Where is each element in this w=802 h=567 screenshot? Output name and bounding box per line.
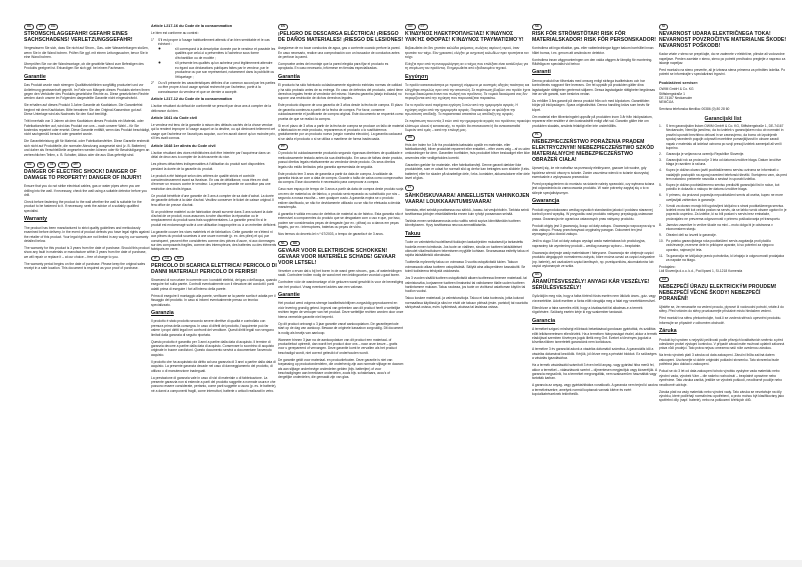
paragraph: Check before fastening the product to the wall whether the wall is suitable for the product to be fastened to it. If necessary, seek the advice of a suitably qualified specialist. [24,200,142,213]
paragraph: Před montáží na stěnu překontrolujte, hodí-li se zvolená stěna k upevnění produktu. Informujte se případně v odborném obchodě. [659,316,782,325]
paragraph: Du erhåller 3 års garanti på denna produkt från och med köpdatum. Garantitiden börjar på inköpsdagen. Spara originalkvittot. Denna handling krävs som bevis för köpet. [532,99,650,112]
guarantee-list [659,124,787,262]
country-badge: AT [36,24,46,30]
paragraph: Controleer vóór de wandmontage of de gekozen wand geschikt is voor de bevestiging van het product. Vraag eventueel advies aan een vakman. [278,280,404,289]
paragraph: Das Produkt wurde nach strengen Qualitätsrichtlinien sorgfältig produziert und vor Anlieferung gewissenhaft geprüft. Im Falle von Mängeln dieses Produkts stehen Ihnen gegen den Verkäufer des Produkts gesetzliche Rechte zu. Diese gesetzlichen Rechte werden durch unsere im Folgenden dargestellte Garantie nicht eingeschränkt. [24,83,150,101]
list-item: 2° Ou s'il présente les caractéristiques définies d'un commun accord par les parties ou être propre à tout usage spécial recherché par l'acheteur, porté à la connaissance du vendeur et que ce dernier a accepté. [151,81,276,94]
list-item: 4. Kupec je dolžan okvaro javiti pooblaščenemu servisu oziroma se informirati o nadaljnjih postopkih na zgoraj navedeni telefonski številki. Svetujemo vam, da pred tem natančno preberete navodila o sestavi in uporabi izdelka. [659,168,787,182]
paragraph: Ce produit bénéficie d'une garantie de 3 ans à compter de sa date d'achat. La durée de garantie débute à la date d'achat. Veuillez conserver le ticket de caisse original. Il fera office de preuve d'achat. [151,193,275,207]
warning-title: ¡PELIGRO DE DESCARGA ELÉCTRICA! ¡RIESGO DE DAÑOS MATERIALES! ¡RIESGO DE LESIONES! [278,31,404,44]
paragraph: The product has been manufactured to strict quality guidelines and meticulously examined before delivery. In the event of product defects you have legal rights against the retailer of this product. Your legal rights are not limited in any way by our warranty detailed below. [24,225,150,243]
list-item: 1° S'il est propre à l'usage habituellement attendu d'un bien semblable et le cas échéant : ◦ s'il correspond à la description donnée par le vendeur et possède les qualités que celui-ci a présentées à l'acheteur sous forme d'échantillon ou de modèle ; ◦ s'il présente les qualités qu'un acheteur peut légitimement attendre eu égard aux déclarations publiques faites par le vendeur, par le producteur ou par son représentant, notamment dans la publicité ou l'étiquetage ; [151,38,277,79]
country-badges [532,132,658,138]
paragraph: Jos 3 vuoden sisällä tuotteen ostopäivästä alkaen tuotteessa ilmenee materiaali- tai valmistusvika, korjaamme tuotteen ilmaiseksi tai vaihdamme tilalle uuden tuotteen harkintamme mukaan. Takuu raukeaa, jos tuote on vioittunut asiattoman käytön tai huollon vuoksi. [405,276,527,294]
paragraph: Garantien gælder for materiale- eller fabrikationsfejl. Denne garanti dækker ikke produktdele, som er udsat for normalt slid og derfor kan betragtes som sliddele (f.eks. batterier) eller for skader på skrøbelige dele, f.eks. kontakter, akkumulatorer eller dele lavet af glas. [405,162,530,180]
country-badge: PL [532,132,542,138]
column-5 [532,24,658,399]
country-badge: ES [278,24,288,30]
paragraph: Este produto tem 3 anos de garantia a partir da data de compra. A validade da garantia inicia-se com a data de compra. Guarde o talão de caixa como comprovativo da compra. Esse documento é necessário para comprovar a compra. [278,171,403,185]
paragraph: Ha a termék vásárlásától számított 3 éven belül anyag- vagy gyártási hiba merül fel, akkor a terméket – választásunk szerint – díjmentesen megjavítjuk vagy kicseréljük. A garancia megszűnik, ha a terméket megrongálták, nem szakszerűen használták vagy tartották karban. [532,363,657,381]
paragraph: Il prodotto è stato prodotto secondo severe direttive di qualità e controllato con premura prima della consegna. In caso di difetti del prodotto, l'acquirente può far valere i propri diritti legali nei confronti del venditore. Questi diritti legali non vengono limitati dalla garanzia di seguito riportata. [151,319,274,337]
country-badges [405,185,531,191]
paragraph: Denna produkt har tillverkats med omsorg enligt stränga kvalitetskrav och har kontrollerats noggrant före leverans. Om fel uppstår på produkten gäller dina lagstadgade rättigheter gentemot säljaren. Dessa lagstadgade rättigheter begränsas inte av vår garanti, som beskrivs nedan. [532,78,655,97]
country-badges [278,241,404,247]
paragraph: Vergewissern Sie sich, dass Sie nicht auf Strom-, Gas- oder Wasserleitungen stoßen, wenn Sie in die Wand bohren. Prüfen Sie ggf. mit einem Leitungssucher, bevor Sie in eine Wand bohren. [24,46,149,59]
section-title: Takuu [405,230,421,237]
list-item: 7. Vzroki za okvaro morajo biti ugotovljeni izključno s strani pooblaščenega servisa. Izdelek mora biti kot celota poslan na servis, da se lahko vzrok okvare ugotovi in je popravilo uspešno. Za izdelke, ki so bili poslani v servis brez embalaže, proizvajalec ne prevzema odgovornosti v primeru poškodovanja pri transportu. [659,203,787,221]
seller-text: Lidl Slovenija d.o.o. k.d., Pod lipami 1, SI-1218 Komenda [659,269,743,274]
country-badge: NI [47,162,56,168]
paragraph: Ensure that you do not strike electrical cables, gas or water pipes when you are drilling into the wall. If necessary, check the wall using a suitable detector before you drill. [24,184,147,197]
paragraph: Le bien est conforme au contrat : [151,31,200,35]
section-title: Garanti [532,69,551,76]
list-item: 9. Obrabni deli so izvzeti iz garancije. [659,233,717,237]
paragraph: Hvis der inden for 3 år fra produktets købsdato opstår en materiale- eller fabrikationsfejl, bliver produktet repareret eller erstattet – efter vores valg – af os uden omkostninger for dem. Garantien bortfalder, hvis produktet bliver beskadiget eller ikke anvendes eller vedligeholdes korrekt. [405,142,530,160]
column-3 [278,24,404,382]
column-1 [24,24,150,273]
paragraph: Le vendeur est tenu de la garantie à raison des défauts cachés de la chose vendue qui la rendent impropre à l'usage auquel on la destine, ou qui diminuent tellement cet usage que l'acheteur ne l'aurait pas acquise, ou n'en aurait donné qu'un moindre prix, s'il les avait connus. [151,123,276,141]
country-badge: MT [71,162,81,168]
paragraph: Takuu koskee materiaali- ja valmistusvikoja. Takuu ei kata tuoteosia, jotka kuluvat normaalissa käytössä ja siksi ne eivät ole takuun piirissä (esim. paristot) tai vaurioita särkyvissä osissa, esim. kytkimissä, akuissa tai lasisissa osissa. [405,296,528,310]
country-badges [532,24,658,30]
list-item: 5. Kupec je dolžan pooblaščenemu servisu predložiti garancijski list in račun, kot potrdilo in dokazilo o nakupu ter datumu izročitve blaga. [659,182,780,192]
article-title: Article 1648 1er alinéa du Code civil [151,143,216,148]
paragraph: Verzeker u ervan dat u bij het boren in de wand geen stroom-, gas- of waterleidingen raakt. Controleer indien nodig de wand met een leidingzoeker voordat u gaat boren. [278,268,402,278]
paragraph: Sie erhalten auf dieses Produkt 3 Jahre Garantie ab Kaufdatum. Die Garantiefrist beginnt mit dem Kaufdatum. Bitte bewahren Sie den Original-Kassenbon gut auf. Diese Unterlage wird als Nachweis für den Kauf benötigt. [24,103,143,117]
address-line: NEMČIJA [659,100,674,105]
paragraph: The warranty period begins on the date of purchase. Please keep the original sales receipt in a safe location. This document is required as your proof of purchase. [24,261,146,271]
paragraph: Compruebe antes del montaje que la pared elegida para fijar el producto es apropiada. En caso necesario, infórmese en tiendas especializadas. [278,61,389,71]
country-badge: CH [48,24,58,30]
country-badges [24,162,150,168]
list-item: 11. Ta garancija ne izključuje pravic potrošnika, ki izhajajo iz odgovornosti prodajalca za napake na blagu. [659,253,785,263]
paragraph: L'action résultant du défaut de conformité se prescrit par deux ans à compter de la délivrance du bien. [151,104,272,113]
paragraph: A garantia é válida em caso de defeitos de material ou de fabrico. Esta garantia não é extensível a componentes do produto que se desgastam com o uso e que, por isso, podem ser considerados peças de desgaste (por ex.: pilhas) ou a danos em peças frágeis, por ex.: interruptores, baterias ou peças de vidro. [278,212,404,230]
country-badge: HU [532,272,542,278]
country-badges [278,24,404,30]
section-title: Záruka [659,328,677,335]
paragraph: Για το προϊόν αυτό παρέχεται εγγύηση 3 ετών από την ημερομηνία αγοράς. Η εγγύηση ισχύει από την ημερομηνία αγοράς. Παρακαλούμε να φυλάξετε την πρωτότυπη απόδειξη. Το παραστατικό απαιτείται ως απόδειξη της αγοράς. [405,103,518,117]
article-title: Article L217-12 du Code de la consommation [151,97,233,102]
paragraph: Die Garantieleistung gilt für Material- oder Fabrikationsfehler. Diese Garantie erstreckt sich nicht auf Produktteile, die normaler Abnutzung ausgesetzt sind (z. B. Batterien) und daher als Verschleißteile angesehen werden können oder für Beschädigungen an zerbrechlichen Teilen, z. B. Schalter, Akkus oder die aus Glas gefertigt sind. [24,139,150,157]
list-item: 3. Garancijski rok za proizvod je 3 leta od datuma izročitve blaga. Datum izročitve blaga je razviden iz računa. [659,157,782,167]
paragraph: Produkt objęty jest 3 gwarancją, licząc od daty zakupu. Gwarancja rozpoczyna się w dniu zakupu. Proszę przechowywać oryginalny paragon. Dokument ten jest wymagany jako dowód zakupu. [532,223,655,237]
paragraph: Les pièces détachées indispensables à l'utilisation du produit sont disponibles pendant la durée de la garantie du produit. [151,162,265,171]
column-6 [659,24,787,405]
list-item: ◦ s'il présente les qualités qu'un acheteur peut légitimement attendre eu égard aux déclarations publiques faites par le vendeur, par le producteur ou par son représentant, notamment dans la publicité ou l'étiquetage ; [168,61,277,79]
paragraph: El producto ha sido fabricado cuidadosamente siguiendo estrictas normas de calidad y ha sido probado antes de su entrega. En caso de defectos del producto, usted tiene derechos legales frente al vendedor del mismo. Nuestra garantía (abajo indicada) no supone una restricción de dichos derechos legales. [278,83,404,101]
section-title: Garantie [24,73,46,80]
country-badge: GB [24,162,35,168]
paragraph: Asegúrese de no tocar conductos de agua, gas o corriente cuando perfore la pared. En caso necesario, realice una comprobación con un buscador de conductos antes de perforar la pared. [278,46,401,59]
paragraph: Varmista, ettei seinää porattaessa osu sähkö-, kaasu- tai vesijohtoihin. Tarkista seinä tarvittaessa johtojen etsintälaitteella ennen kuin ryhdyt poraamaan seinää. [405,207,529,216]
paragraph: Na tento výrobek platí 3 záruka od data zakoupení. Záruční lhůta začíná datem zakoupení. Uschovejte si dobře originální pokladní stvrzenku. Tato stvrzenka bude potřebná jako doklad o zakoupení. [659,353,779,367]
paragraph: Il prodotto che ha acquistato dà diritto ad una garanzia di 3 anni a partire dalla data di acquisto. La presente garanzia decade nel caso di danneggiamento del prodotto, di utilizzo o di manutenzione inadeguati. [151,359,276,373]
paragraph: Gwarancja obejmuje wady materiałowe i fabryczne. Gwarancja nie obejmuje części produktu ulegających normalnemu zużyciu, które można uznać za części zużywalne (np. baterie), ani uszkodzeń części łamliwych, np. przełączników, akumulatorów lub części wykonanych ze szkła. [532,250,655,268]
country-badge: DE [24,24,34,30]
paragraph: Questo prodotto è garantito per 3 anni a partire dalla data di acquisto. Il termine di garanzia decorre a partire dalla data di acquisto. Conservare lo scontrino di acquisto originale in buone condizioni. Questo documento servirà a documentare l'avvenuto acquisto. [151,339,274,357]
country-badge: CY [58,162,68,168]
paragraph: Kontrollera innan väggmonteringen om den valda väggen är lämplig för montering. Rådfråga en specialist vid behov. [532,57,653,66]
paragraph: O produto foi cuidadosamente produzido segundo rigorosas diretrizes de qualidade e meticulosamente testado antes da sua distribuição. Em caso de falhas deste produto, possui direitos legais relativamente ao vendedor deste produto. Os seus direitos legais não estão limitados pela garantia apresentada de seguida. [278,151,403,169]
paragraph: Kontrollera att inga elkablar, gas- eller vattenledningar ligger bakom borrhålet innan hålet borras, t.ex. genom att använda en detektor. [532,46,654,55]
warning-title: NIEBEZPIECZEŃSTWO PORAŻENIA PRĄDEM ELEKTRYCZNYM! NIEBEZPIECZEŃSTWO SZKÓD MATERIALNYCH! NIEBEZPIECZEŃSTWO OBRAŻEŃ CIAŁA! [532,139,654,164]
country-badges [659,277,787,283]
paragraph: Kadar vrtate v steno se prepričajte, da ne zadenete v električne, plinske ali vodovodne napeljave. Preden zavrtate v steno, steno po potrebi predhodno preglejte z napravo za iskanje napeljav. [659,52,786,65]
section-title: Gwarancja [532,198,560,205]
paragraph: Le produit a été fabriqué selon des critères de qualité stricts et contrôlé consciencieusement avant sa livraison. En cas de défaillance, vous êtes en droit d'exercer un recours contre le vendeur. La présente garantie ne constitue pas une restriction des droits légaux. [151,173,271,191]
paragraph: Βεβαιωθείτε ότι δεν χτυπάτε καλώδια ρεύματος, σωλήνες αερίου ή νερού, όταν τρυπάτε τον τοίχο. Εάν χρειαστεί, ελέγξτε με ανιχνευτή καλωδίων πριν τρυπήσετε τον τοίχο. [405,46,529,59]
paragraph: Produkt wyprodukowano według wysokich standardów jakości i poddano starannej kontroli przed wysyłką. W przypadku wad produktu nabywcy przysługują ustawowe prawa. Gwarancja nie ogranicza ustawowych praw nabywcy produktu. [532,207,653,221]
section-title: Warranty [24,216,48,223]
paragraph: Tarkista ennen seinäasennusta onko valittu seinä sopiva kiinnittämään tuotteen kiinnitykseen. Hyvy tarvittaessa neuvoa ammattilaiselta. [405,218,521,228]
paragraph: Om material eller tillverkningsfel uppstår på produkten inom 3 år från inköpsdatum, reparerar eller ersätter vi den kostnadsfritt enligt vårt val. Garantin gäller inte om produkten skadats, använts felaktigt eller inte underhållits. [532,114,653,128]
paragraph: Het product werd volgens strenge kwaliteitsrichtlijnen zorgvuldig geproduceerd en vóór levering grondig getest. Ingeval van gebreken aan dit product heeft u wettelijke rechten tegen de verkoper van het product. Deze wettelijke rechten worden door onze hierna vermelde garantie niet beperkt. [278,301,404,319]
country-badge: PT [278,144,288,150]
country-badges [405,135,531,141]
service-address [659,87,787,105]
warning-title: NEVARNOST UDARA ELEKTRIČNEGA TOKA! NEVARNOST POVZROČITVE MATERIALNE ŠKODE! NEVARNOST POŠKODB! [659,31,787,50]
country-badge: FI [405,185,414,191]
paragraph: Przed przystąpieniem do montażu na ścianie należy sprawdzić, czy wybrana ściana jest odpowiednia do zamocowania produktu. W razie potrzeby zapytaj się o to w sklepie specjalistycznym. [532,181,655,195]
country-badge: CZ [659,277,669,283]
country-badge: CH [162,256,172,262]
seller-label: Prodajalec: [659,265,676,270]
warning-title: SÄHKÖISKUVAARA! AINEELLISTEN VAHINKOJEN VAARA! LOUKKAANTUMISVAARA! [405,192,530,205]
paragraph: Győződjön meg róla, hogy a falba történő fúrás esetén nem ütközik áram-, gáz- vagy vízvezetékbe. Adott esetben a fúrás előtt vizsgálja meg a falat egy vezetékkeresővel. [532,294,656,303]
address-line: OWIM GmbH & Co. KG [659,87,694,92]
country-badge: IE [37,162,46,168]
paragraph: The warranty for this product is 3 years from the date of purchase. Should this product show any fault in materials or manufacture within 3 years from the date of purchase, we will repair or replace it – at our choice – free of charge to you. [24,245,150,259]
country-badge: BE [290,241,300,247]
paragraph: Jeśli w ciągu 3 lat od daty zakupu wystąpi wada materiałowa lub produkcyjna, naprawimy lub wymienimy produkt – według naszego wyboru – bezpłatnie. [532,239,646,248]
country-badges [151,256,277,262]
warning-title: STROMSCHLAGGEFAHR! GEFAHR EINES SACHSCHADENS! VERLETZUNGSGEFAHR! [24,31,133,44]
section-title: Garantía [278,73,300,80]
column-2 [151,24,277,396]
paragraph: Nos termos do decreto-lei n.º 67/2003, o tempo de garantia é de 3 anos. [278,232,384,237]
warning-title: DANGER OF ELECTRIC SHOCK! DANGER OF DAMAGE TO PROPERTY! DANGER OF INJURY! [24,169,142,182]
country-badges [278,144,404,150]
list-item: 6. V primeru, da proizvod popravlja nepooblaščeni servis ali oseba, kupec ne more uveljavljati zahtevkov iz garancije. [659,193,783,202]
column-4 [405,24,531,312]
page-bottom-edge [0,560,802,567]
country-badge: CY [418,24,428,30]
paragraph: Tuote on valmistettu huolellisesti tiukkojen laatuohjeiden mukaisesti ja tarkastettu huolella ennen toimitusta. Jos tuote on viallinen, sinulla on tuotteen lakisääteiset oikeudet vikailmoituksen tekemiseen myyjälle kohtaan. Seuraavassa esitetty takuu ei rajoita lakisääteisiä oikeuksiasi. [405,240,529,258]
country-badge: NL [278,241,288,247]
warning-title: ÁRAMÜTÉSVESZÉLY! ANYAGI KÁR VESZÉLYE! SÉRÜLÉSVESZÉLY! [532,279,650,292]
country-badge: GR [405,24,416,30]
paragraph: Pred montažo na steno preverite, ali je izbrana stena primerna za pritrditev izdelka. Po potrebi se informirajte v specializirani trgovini. [659,67,786,77]
paragraph: Ellenőrizze a falra szerelés előtt, hogy a kiválasztott fal alkalmas-e a termék rögzítésére. Szükség esetén kérje ki egy szakember tanácsát. [532,305,643,315]
warning-title: GEVAAR VOOR ELEKTRISCHE SCHOKKEN! GEVAAR VOOR MATERIËLE SCHADE! GEVAAR VOOR LETSEL! [278,247,396,266]
paragraph: Tritt innerhalb von 3 Jahren ab dem Kaufdatum dieses Produkts ein Material- oder Fabrikationsfehler auf, wird das Produkt von uns – nach unserer Wahl – für Sie kostenlos repariert oder ersetzt. Diese Garantie entfällt, wenn das Produkt beschädigt, nicht sachgemäß benutzt oder gewartet wurde. [24,119,150,137]
paragraph: La garantie couvre les vices matériels et de fabrication. Cette garantie ne s'étend ni aux pièces du produit soumises à une usure normale (p. ex. des piles) et qui, par conséquent, peuvent être considérées comme des pièces d'usure, ni aux dommages sur des composants fragiles, comme des interrupteurs, des batteries ou des éléments fabriqués en verre. [151,229,277,252]
paragraph: L'action résultant des vices rédhibitoires doit être intentée par l'acquéreur dans un délai de deux ans à compter de la découverte du vice. [151,150,271,160]
country-badges [659,24,787,30]
paragraph: De garantie geldt voor materiaal- en productiefouten. Deze garantie is niet van toepassing op productonderdelen, die onderhevig zijn aan normale slijtage en daarom als aan slijtage onderhevige onderdelen gelden (bijv. batterijen) of voor beschadigingen aan breekbare onderdelen, zoals bijv. schakelaars, accu's of dergelijke onderdelen, die gemaakt zijn van glas. [278,357,404,380]
service-title: Pooblaščeni serviser: [659,80,699,85]
paragraph: Caso num espaço de tempo de 3 anos a partir da data de compra deste produto surja um erro de material ou de fabrico, o produto será reparado ou substituído por nós – segundo a nossa escolha – sem qualquer custo. A garantia expira se o produto estiver danificado, se não for devidamente utilizado ou se não for efetuada a devida manutenção. [278,187,404,210]
warning-title: PERICOLO DI SCARICA ELETTRICA! PERICOLO DI DANNI MATERIALI! PERICOLO DI FERIRSI! [151,262,277,275]
paragraph: Prima di eseguire il montaggio alla parete, verificare se la parete scelta è adatta per il fissaggio del prodotto. In caso si informi eventualmente presso un tecnico specializzato. [151,293,276,307]
paragraph: Σε περίπτωση που εντός 3 ετών από την ημερομηνία αγοράς του προϊόντος προκύψει ελάττωμα υλικού ή κατασκευής, το προϊόν θα επισκευαστεί ή θα αντικατασταθεί δωρεάν από εμάς – κατά την επιλογή μας. [405,119,531,133]
list-item: 8. Jamstvo zavrnitve in vrnitve škode na mini – moto dolga bi je odstranna v ekonomskem stanju. [659,222,773,232]
section-title: Garancia [532,317,556,324]
country-badge: IT [151,256,160,262]
paragraph: Sincerarsi di non urtare in corrente con i condotti elettrici, del gas o dell'acqua, quando eseguire fori sulla parete. Controlli eventualmente con il rilevatore dei condotti i punti adatti prima di eseguire i fori all'interno della parete. [151,277,277,291]
warning-title: ΚΊΝΔΥΝΟΣ ΗΛΕΚΤΡΟΠΛΗΞΊΑΣ! ΚΊΝΔΥΝΟΣ ΥΛΙΚΉΣ ΦΘΟΡΆΣ! ΚΊΝΔΥΝΟΣ ΤΡΑΥΜΑΤΙΣΜΟΎ! [405,31,524,44]
paragraph: A terméket szigorú minőségi előírások betartásával gondosan gyártották, és szállítás előtt lelkiismeretesen ellenőrizték. Ha a terméken hiányosságot észlel, akkor a termék eladójával szemben törvényes jogok illetik meg Önt. Ezeket a törvényes jogokat a következőkben ismertetett garanciánk nem korlátozza. [532,327,658,345]
country-badges [24,24,150,30]
paragraph: Ujistěte se, že nenarazíte na vedení proudu, plynové či vodovodní potrubí, vrtáte-li do stěny. Před vrtáním do stěny prozkoumejte příslušné místo hledačem vedení. [659,304,784,314]
paragraph: Το προϊόν κατασκευάστηκε με προσοχή σύμφωνα με αυστηρές οδηγίες ποιότητας και ελέγχθηκε επιμελώς πριν από την αποστολή. Σε περίπτωση βλαβών στο προϊόν έχετε έννομα δικαιώματα έναντι του πωλητή του προϊόντος. Τα νομικά δικαιώματά σας δεν περιορίζονται από την εγγύηση που παρουσιάζεται παρακάτω. [405,83,531,101]
paragraph: Este producto dispone de una garantía de 3 años desde la fecha de compra. El plazo de garantía comienza a partir de la fecha de compra. Por favor, conserve cuidadosamente el justificante de compra original. Este documento se requerirá como prueba de que se realizó la compra. [278,103,404,121]
paragraph: A garancia az anyag- vagy gyártáshibákra vonatkozik. A garancia nem terjed ki azokra a termékrészekre, amelyek normál kopásnak vannak kitéve és ezért kopóalkatrészeknek tekinthetők. [532,383,658,397]
country-badges [532,272,658,278]
paragraph: Upewnij się, że nie natrafisz na przewody elektryczne, gazowe lub wodne, gdy będziesz wiercić otwory w ścianie. Zanim zaczniesz wiercić w ścianie skorzystaj ewentualnie z wykrywacza przewodów. [532,166,649,179]
address-line: DE-74167 Neckarsulm [659,95,693,100]
service-phone: Servisna telefonska številka: 00386 (0) 80 28 60 [659,107,730,112]
country-badges [405,24,531,30]
paragraph: Wanneer binnen 3 jaar na de aankoopdatum van dit product een materiaal- of productiefout optreedt, dan wordt het product door ons – naar onze keuze – gratis voor u gerepareerd of vervangen. Deze garantie komt te vervallen als het product beschadigd wordt, niet correct gebruikt of onderhouden wordt. [278,337,398,355]
paragraph: Ελέγξτε πριν από τη συναρμολόγηση αν ο τοίχος που επιλέξατε είναι κατάλληλος για τη στερέωση του προϊόντος. Ενημερωθείτε από εξειδικευμένο τεχνικό. [405,61,529,71]
list-item: 10. Po poteku garancijskega roka pooblaščeni servis zagotavlja proti plačilu vzdrževanje, rezervne dele in priklopne aparate, ki so potrebni za njegovo uporabo, najmanj tri leta. [659,238,774,252]
list-item: 1. S tem garancijskim listom OWIM GmbH & Co. KG, Stiftsbergstraße 1, DE-74167 Neckarsulm, Nemčija jamčimo, da bo izdelek v garancijskem roku ob normalni in pravilni uporabi brezhibno deloval in se zavezujemo, da bomo ob izpolnjenih spodaj navedenih pogojih odpravili morebitne pomanjkljivosti in okvare zaradi napak v materialu ali izdelavi oziroma po svoji presoji izdelek zamenjali ali vrnili kupnino. [659,124,784,151]
article-title: Article L217-16 du Code de la consommation [151,24,233,28]
paragraph: Überprüfen Sie vor der Wandmontage, ob die gewählte Wand zum Befestigen des Produkts geeignet ist. Erkundigen Sie sich ggf. bei einem Fachmann. [24,61,144,71]
bullet-list [158,47,277,79]
paragraph: Op dit product ontvangt u 3 jaar garantie vanaf aankoopdatum. De garantieperiode start op de dag van aankoop. Bewaar de originele kassabon zorgvuldig. Dit document is nodig als bewijs van aankoop. [278,321,403,335]
paragraph: A termékre 3 év garanciát adunk a vásárlás dátumától számítva. A garanciális idő a vásárlás dátumával kezdődik. Kérjük, jól őrizze meg a pénztári blokkot. Ez szükséges a vásárlás igazolásához. [532,347,657,361]
numbered-list [151,38,277,94]
paragraph: Si en el plazo de 3 años a partir de la fecha de compra se produce un fallo de material o fabricación en este producto, repararemos el producto o lo sustituiremos gratuitamente por un producto nuevo (según nuestra elección). La garantía caducará si se daña el producto o si se utiliza o mantiene de forma inadecuada. [278,123,404,141]
paragraph: Záruka platí na vady materiálu nebo výrobní vady. Tato záruka se nevztahuje na díly výrobku, které podléhají normálnímu opotřebení, a proto mohou být klasifikovány jako spotřební díly (např. baterie), nebo na poškození křehkých dílů. [659,389,784,403]
article-title: Article 1641 du Code civil [151,116,198,121]
paragraph: Tuotteella myönnetty takuu on voimassa 3 vuotta ostopäivästä lukien. Takuun voimassaolo alkaa tuotteen ostopäivästä. Säilytä aina alkuperäinen kassakuitti. Se toimii todisteena tehdystä ostoksesta. [405,260,526,274]
warning-title: NEBEZPEČÍ ÚRAZU ELEKTRICKÝM PROUDEM! NEBEZPEČÍ VĚCNÉ ŠKODY! NEBEZPEČÍ PORANĚNÍ! [659,283,777,302]
country-badge: SE [532,24,542,30]
country-badge: DK [405,135,415,141]
warning-title: RISK FÖR STRÖMSTÖTAR! RISK FÖR MATERIALSKADOR! RISK FÖR PERSONSKADOR! [532,31,657,44]
country-badge: MT [174,256,184,262]
list-item: 2. Garancija je veljavna na ozemlju Republike Slovenije. [659,152,745,156]
paragraph: Pokud se do 3 let od data zakoupení tohoto výrobku vyskytne vada materiálu nebo výrobní vada, výrobek Vám – dle našeho rozhodnutí – bezplatně opravíme nebo vyměníme. Tato záruka zaniká, jestliže se výrobek poškodí, neodborně použije nebo neodborně udržuje. [659,369,782,387]
country-badge: SI [659,24,668,30]
paragraph: Produkt byl vyroben s nejvyšší pečlivostí podle přísných kvalitativních směrnic a před odesláním prošel výstupní kontrolou. V případě závad máte možnost uplatnit zákonná práva vůči prodejci. Tato práva nejsou omezena naší níže uvedenou zárukou. [659,337,785,351]
address-line: Stiftsbergstraße 1 [659,91,686,96]
guarantee-title: Garancijski list [704,115,742,122]
section-title: Εγγύηση [405,73,429,80]
list-item: ◦ s'il correspond à la description donnée par le vendeur et possède les qualités que celui-ci a présentées à l'acheteur sous forme d'échantillon ou de modèle ; [168,47,277,60]
paragraph: La prestazione di garanzia vale in caso di vizi di materiale o di fabbricazione. La presente garanzia non si estende a parti del prodotto soggette a normale usura e che possono essere considerate, pertanto, come parti soggette a usura (p. es. le batterie), né a danni a componenti fragili, come interruttori, batterie o articoli realizzati in vetro. [151,375,277,393]
section-title: Garantie [278,291,300,298]
section-title: Garanzia [151,309,174,316]
paragraph: Si un problème matériel ou de fabrication devait survenir dans 3 ans suivant la date d'achat de ce produit, nous assurons à notre discrétion la réparation ou le remplacement du produit sans frais supplémentaires. La garantie prend fin si le produit est endommagé suite à une utilisation inappropriée ou à un entretien déficient. [151,209,277,227]
